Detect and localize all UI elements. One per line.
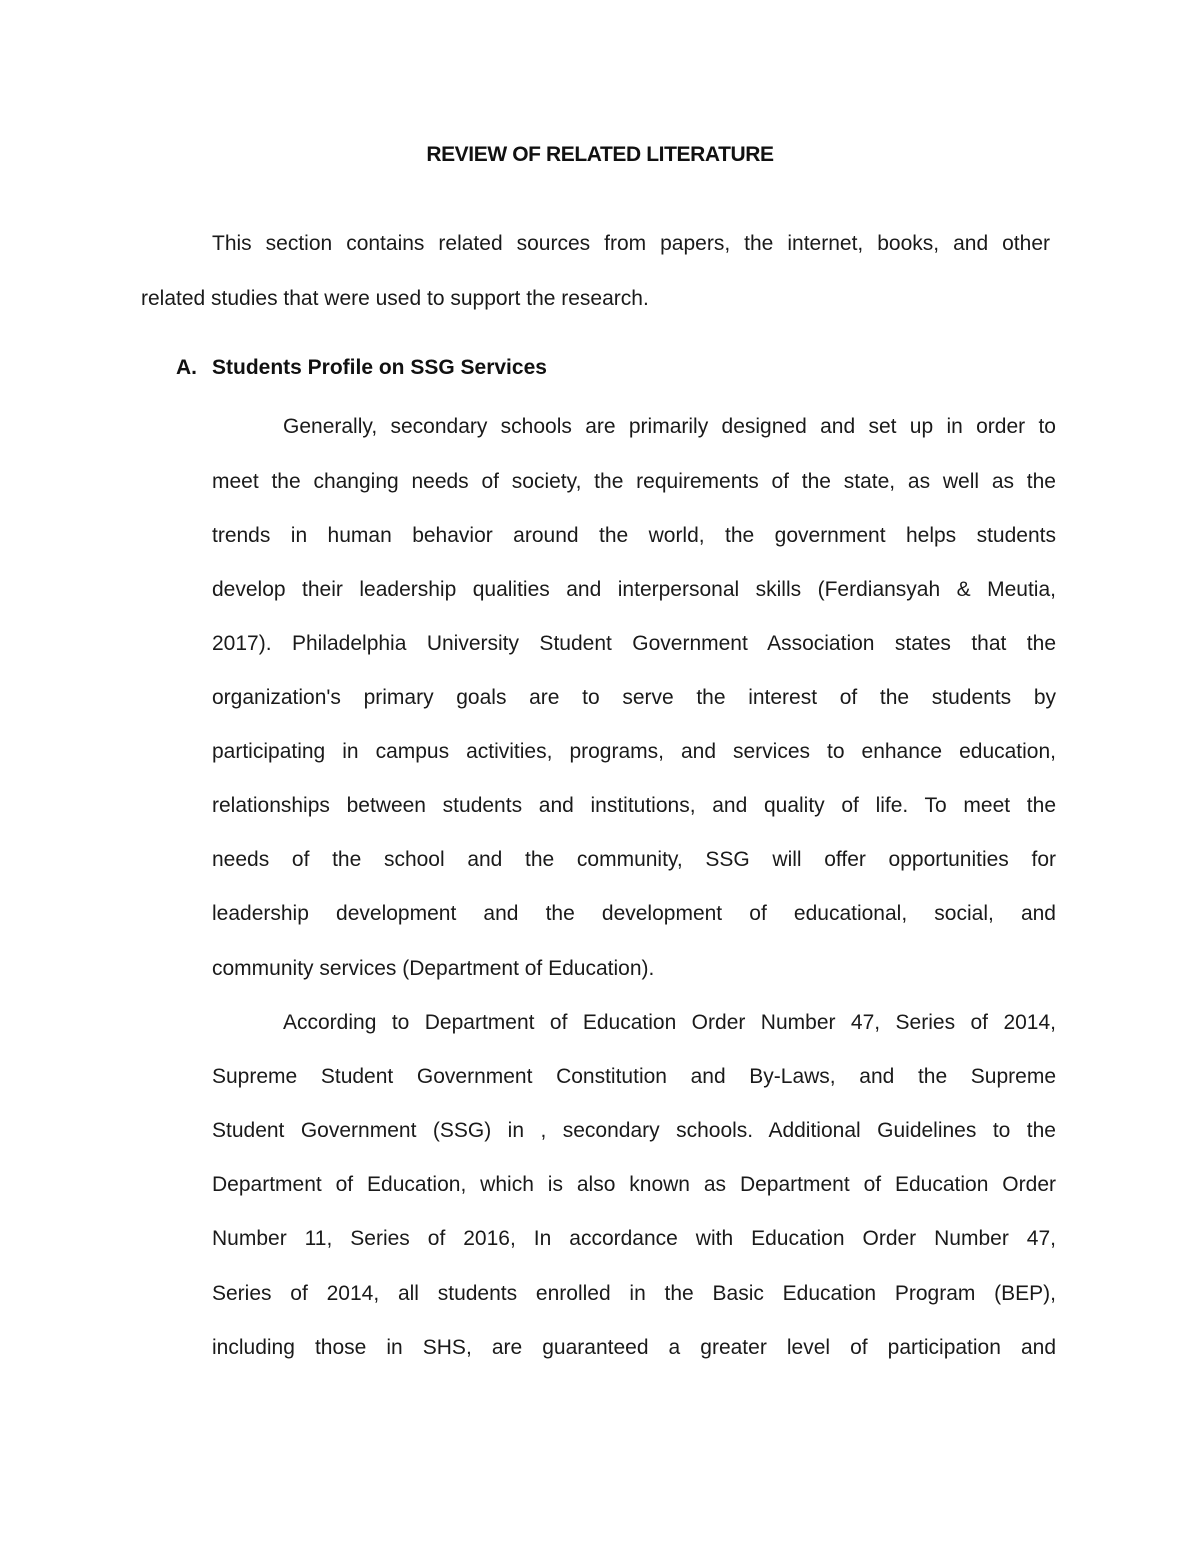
paragraph-line: needs of the school and the community, SSG will offer opportunities for <box>212 848 1056 871</box>
paragraph-line: meet the changing needs of society, the requirements of the state, as well as the <box>212 470 1056 493</box>
section-heading-text: Students Profile on SSG Services <box>212 356 547 379</box>
paragraph-line: Supreme Student Government Constitution and By-Laws, and the Supreme <box>212 1065 1056 1088</box>
paragraph-line: organization's primary goals are to serve the interest of the students by <box>212 686 1056 709</box>
paragraph-line: including those in SHS, are guaranteed a greater level of participation and <box>212 1336 1056 1359</box>
section-heading <box>176 356 547 380</box>
page-title: REVIEW OF RELATED LITERATURE <box>426 143 774 166</box>
paragraph-line: Student Government (SSG) in , secondary schools. Additional Guidelines to the <box>212 1119 1056 1142</box>
paragraph-line: Number 11, Series of 2016, In accordance with Education Order Number 47, <box>212 1227 1056 1250</box>
paragraph-line: According to Department of Education Order Number 47, Series of 2014, <box>283 1011 1056 1034</box>
paragraph-line: leadership development and the development of educational, social, and <box>212 902 1056 925</box>
paragraph-line: community services (Department of Education). <box>212 957 655 980</box>
paragraph-line: 2017). Philadelphia University Student Government Association states that the <box>212 632 1056 655</box>
paragraph-line: develop their leadership qualities and interpersonal skills (Ferdiansyah & Meutia, <box>212 578 1056 601</box>
paragraph-line: Department of Education, which is also known as Department of Education Order <box>212 1173 1056 1196</box>
paragraph-line: Series of 2014, all students enrolled in the Basic Education Program (BEP), <box>212 1282 1056 1305</box>
intro-line: This section contains related sources from papers, the internet, books, and other <box>212 232 1050 255</box>
paragraph-line: Generally, secondary schools are primarily designed and set up in order to <box>283 415 1056 438</box>
section-letter: A. <box>176 356 197 379</box>
intro-line: related studies that were used to support the research. <box>141 287 649 310</box>
paragraph-line: trends in human behavior around the world, the government helps students <box>212 524 1056 547</box>
paragraph-line: participating in campus activities, programs, and services to enhance education, <box>212 740 1056 763</box>
paragraph-line: relationships between students and institutions, and quality of life. To meet the <box>212 794 1056 817</box>
